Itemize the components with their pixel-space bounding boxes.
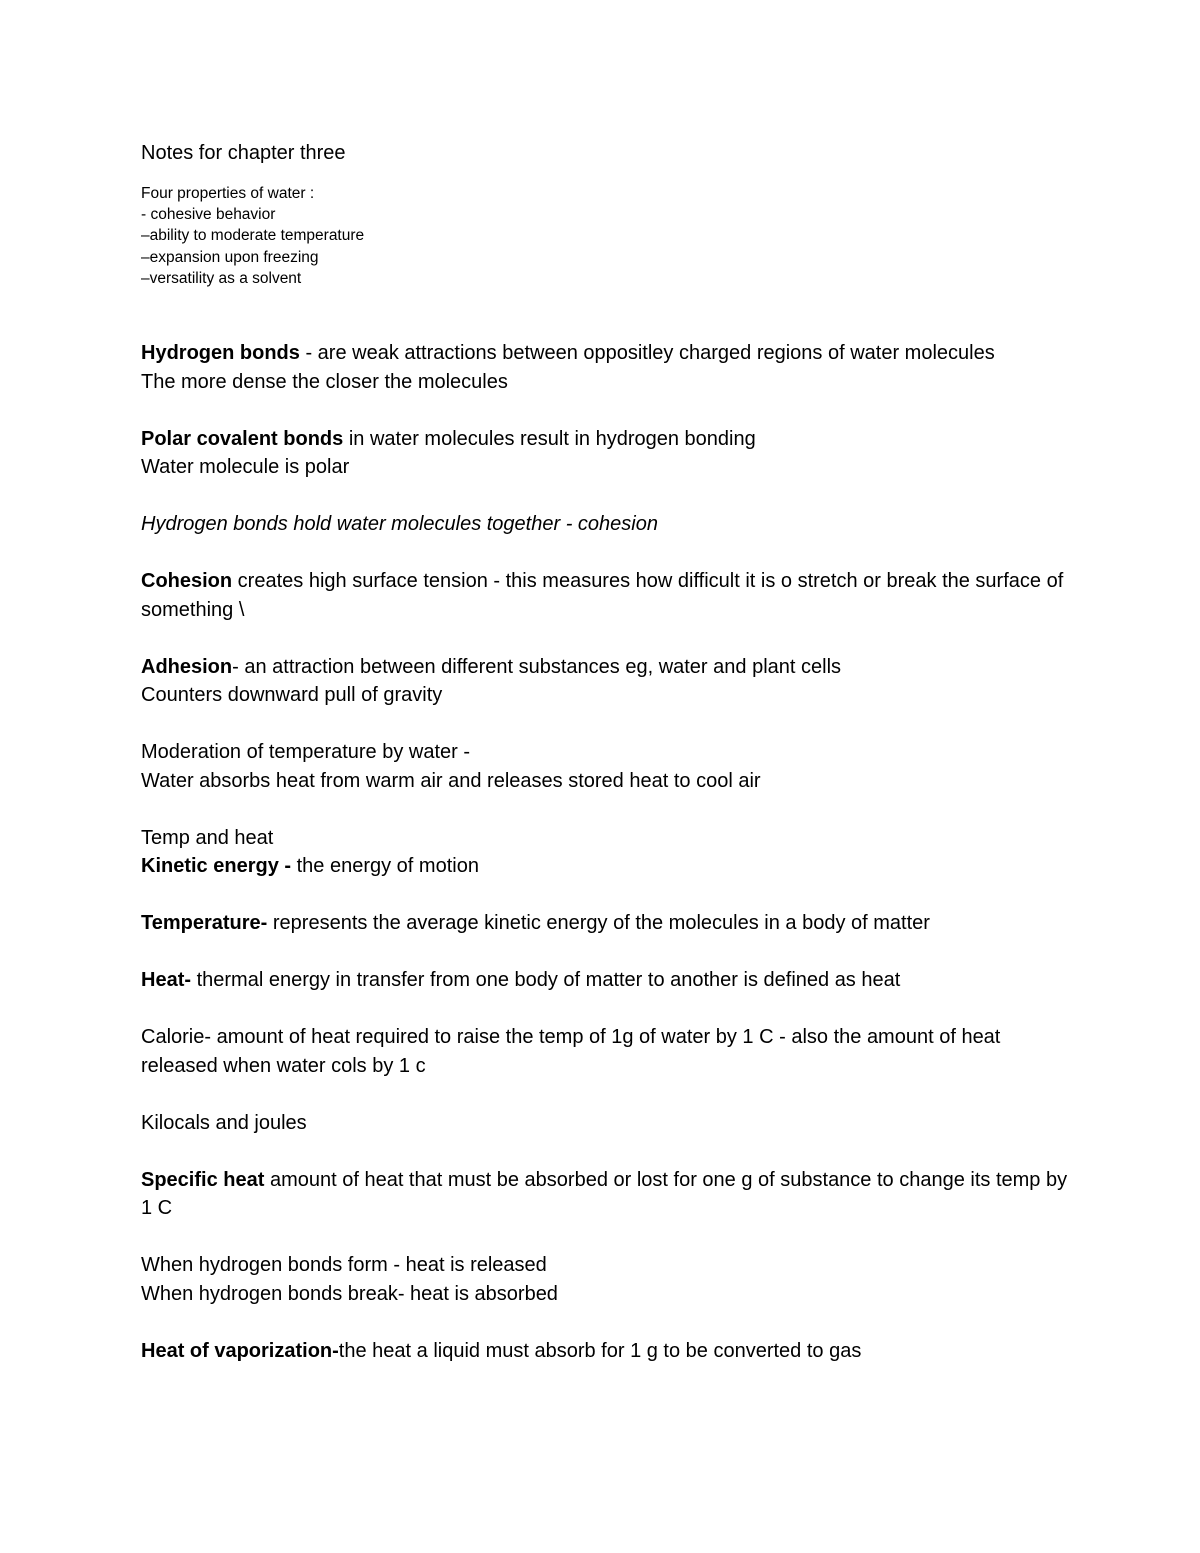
property-item: - cohesive behavior: [141, 206, 276, 224]
specific-heat-paragraph: [141, 1166, 1081, 1223]
cohesion-italic-text: Hydrogen bonds hold water molecules together - cohesion: [141, 513, 658, 536]
polar-covalent-note: Water molecule is polar: [141, 456, 350, 479]
moderation-heading: Moderation of temperature by water -: [141, 741, 471, 764]
cohesion-paragraph: [141, 567, 1081, 624]
property-item: –ability to moderate temperature: [141, 227, 365, 245]
hydrogen-bonds-definition: - are weak attractions between oppositley charged regions of water molecules: [299, 342, 995, 365]
vaporization-definition: the heat a liquid must absorb for 1 g to be converted to gas: [338, 1339, 862, 1362]
hydrogen-bonds-note: The more dense the closer the molecules: [141, 370, 508, 393]
cohesion-definition: creates high surface tension - this measures how difficult it is o stretch or break the surface of something \: [141, 570, 1064, 621]
vaporization-paragraph: [141, 1337, 1081, 1366]
temperature-definition: represents the average kinetic energy of the molecules in a body of matter: [267, 912, 930, 935]
property-item: –versatility as a solvent: [141, 269, 302, 287]
adhesion-definition: - an attraction between different substances eg, water and plant cells: [232, 655, 842, 678]
term-cohesion: Cohesion: [141, 570, 233, 593]
cohesion-italic-note: [141, 510, 1081, 539]
hydrogen-bonds-paragraph: [141, 339, 1081, 368]
bonds-break-note: When hydrogen bonds break- heat is absorbed: [141, 1282, 558, 1305]
polar-covalent-definition: in water molecules result in hydrogen bonding: [343, 427, 756, 450]
polar-covalent-paragraph: [141, 425, 1081, 454]
document-page: [141, 139, 1081, 1365]
bonds-form-note: When hydrogen bonds form - heat is released: [141, 1254, 547, 1277]
moderation-note: Water absorbs heat from warm air and releases stored heat to cool air: [141, 769, 761, 792]
term-kinetic-energy: Kinetic energy -: [141, 855, 292, 878]
term-adhesion: Adhesion: [141, 655, 233, 678]
notes-body: [141, 289, 1081, 1365]
kinetic-energy-definition: the energy of motion: [291, 855, 479, 878]
term-temperature: Temperature-: [141, 912, 268, 935]
term-heat: Heat-: [141, 969, 192, 992]
heat-definition: thermal energy in transfer from one body of matter to another is defined as heat: [191, 969, 901, 992]
term-specific-heat: Specific heat: [141, 1168, 265, 1191]
term-heat-of-vaporization: Heat of vaporization-: [141, 1339, 339, 1362]
specific-heat-definition: amount of heat that must be absorbed or lost for one g of substance to change its temp by 1 C: [141, 1168, 1068, 1220]
temp-heat-heading: Temp and heat: [141, 826, 274, 849]
term-hydrogen-bonds: Hydrogen bonds: [141, 342, 300, 365]
term-polar-covalent-bonds: Polar covalent bonds: [141, 427, 344, 450]
properties-heading: Four properties of water :: [141, 185, 315, 202]
adhesion-paragraph: [141, 653, 1081, 682]
adhesion-note: Counters downward pull of gravity: [141, 684, 443, 707]
kilocals-note: Kilocals and joules: [141, 1111, 307, 1134]
temperature-paragraph: [141, 909, 1081, 938]
property-item: –expansion upon freezing: [141, 248, 319, 266]
page-title: Notes for chapter three: [141, 142, 346, 164]
calorie-paragraph: Calorie- amount of heat required to raise the temp of 1g of water by 1 C - also the amount of heat released when water cols by 1 c: [141, 1026, 1001, 1077]
properties-list: [141, 183, 1081, 289]
heat-paragraph: [141, 966, 1081, 995]
kinetic-energy-paragraph: [141, 852, 1081, 881]
